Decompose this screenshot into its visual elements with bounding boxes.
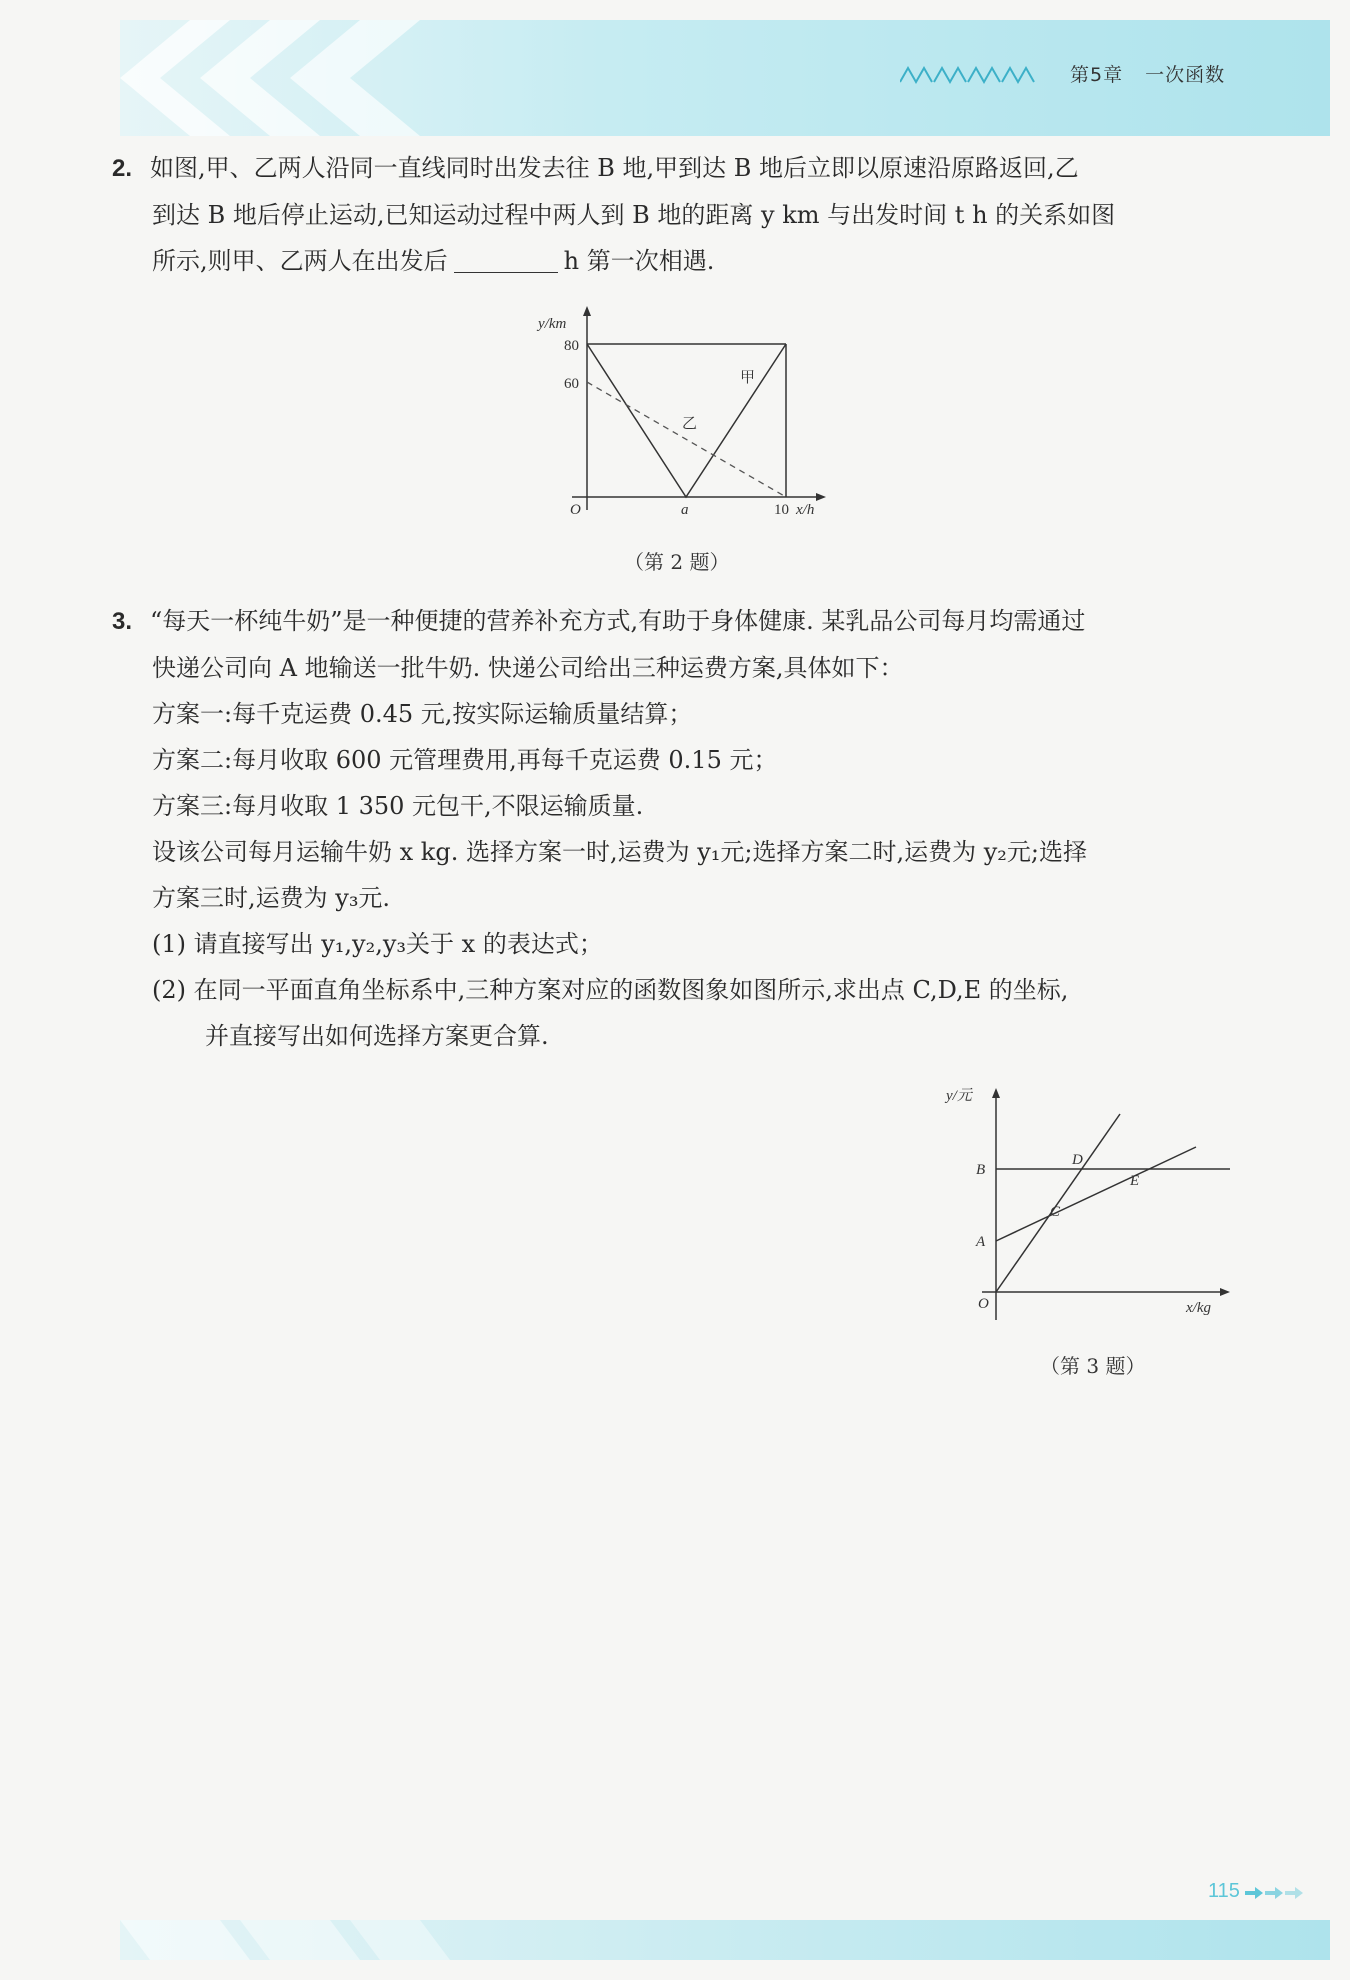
mountain-decoration-icon xyxy=(900,64,1050,84)
question-2: (2) 在同一平面直角坐标系中,三种方案对应的函数图象如图所示,求出点 C,D,E 的坐标, xyxy=(152,976,1069,1004)
label-jia: 甲 xyxy=(740,370,756,386)
label-yi: 乙 xyxy=(682,416,698,432)
problem-text: 快递公司向 A 地输送一批牛奶. 快递公司给出三种运费方案,具体如下： xyxy=(152,654,904,682)
origin-label: O xyxy=(978,1296,989,1312)
line-yi xyxy=(587,382,786,497)
problem-number: 3. xyxy=(112,608,133,635)
point-D: D xyxy=(1072,1152,1083,1168)
origin-label: O xyxy=(570,502,581,518)
chapter-header xyxy=(1070,60,1247,87)
question-2-cont: 并直接写出如何选择方案更合算. xyxy=(205,1022,549,1050)
y-axis-label: y/km xyxy=(538,316,567,332)
page-number: 115 xyxy=(1208,1880,1240,1902)
point-A: A xyxy=(976,1234,986,1250)
figure-2-graph xyxy=(520,300,850,520)
x-axis-label: x/h xyxy=(796,502,815,518)
problem-2 xyxy=(112,145,1242,284)
point-B: B xyxy=(976,1162,986,1178)
problem-3 xyxy=(112,598,1242,1059)
point-C: C xyxy=(1050,1204,1061,1220)
x-axis-arrow xyxy=(1220,1288,1230,1296)
x-tick-10: 10 xyxy=(774,502,789,518)
line-y1 xyxy=(996,1114,1120,1292)
line-y2 xyxy=(996,1147,1196,1241)
plan-2: 方案二:每月收取 600 元管理费用,再每千克运费 0.15 元； xyxy=(152,746,778,774)
problem-text: 到达 B 地后停止运动,已知运动过程中两人到 B 地的距离 y km 与出发时间 t h 的关系如图 xyxy=(152,201,1116,229)
footer-banner xyxy=(120,1920,1330,1960)
figure-3-caption: （第 3 题） xyxy=(1040,1354,1146,1378)
y-tick-80: 80 xyxy=(564,338,579,354)
plan-3: 方案三:每月收取 1 350 元包干,不限运输质量. xyxy=(152,792,644,820)
chevron-decoration-icon xyxy=(120,20,540,136)
problem-number: 2. xyxy=(112,155,133,182)
problem-setup: 设该公司每月运输牛奶 x kg. 选择方案一时,运费为 y₁元;选择方案二时,运费为 y₂元;选择 xyxy=(152,838,1088,866)
x-tick-a: a xyxy=(681,502,689,518)
y-axis-label: y/元 xyxy=(946,1088,972,1104)
y-axis-arrow xyxy=(583,306,591,316)
figure-2-caption: （第 2 题） xyxy=(624,550,730,574)
figure-3-graph xyxy=(940,1080,1260,1340)
problem-text: h 第一次相遇. xyxy=(563,247,715,275)
problem-setup: 方案三时,运费为 y₃元. xyxy=(152,884,391,912)
x-axis-arrow xyxy=(816,493,826,501)
arrow-decoration-icon xyxy=(1245,1885,1305,1901)
answer-blank[interactable] xyxy=(454,246,558,273)
x-axis-label: x/kg xyxy=(1186,1300,1211,1316)
question-1: (1) 请直接写出 y₁,y₂,y₃关于 x 的表达式； xyxy=(152,930,603,958)
problem-text: 所示,则甲、乙两人在出发后 xyxy=(152,247,448,275)
problem-text: 如图,甲、乙两人沿同一直线同时出发去往 B 地,甲到达 B 地后立即以原速沿原路返回,乙 xyxy=(150,154,1079,182)
plan-1: 方案一:每千克运费 0.45 元,按实际运输质量结算； xyxy=(152,700,693,728)
chapter-number: 第5章 xyxy=(1070,64,1124,86)
y-tick-60: 60 xyxy=(564,376,579,392)
point-E: E xyxy=(1130,1173,1140,1189)
problem-text: “每天一杯纯牛奶”是一种便捷的营养补充方式,有助于身体健康. 某乳品公司每月均需通过 xyxy=(150,607,1086,635)
chapter-title: 一次函数 xyxy=(1145,64,1226,86)
y-axis-arrow xyxy=(992,1088,1000,1098)
